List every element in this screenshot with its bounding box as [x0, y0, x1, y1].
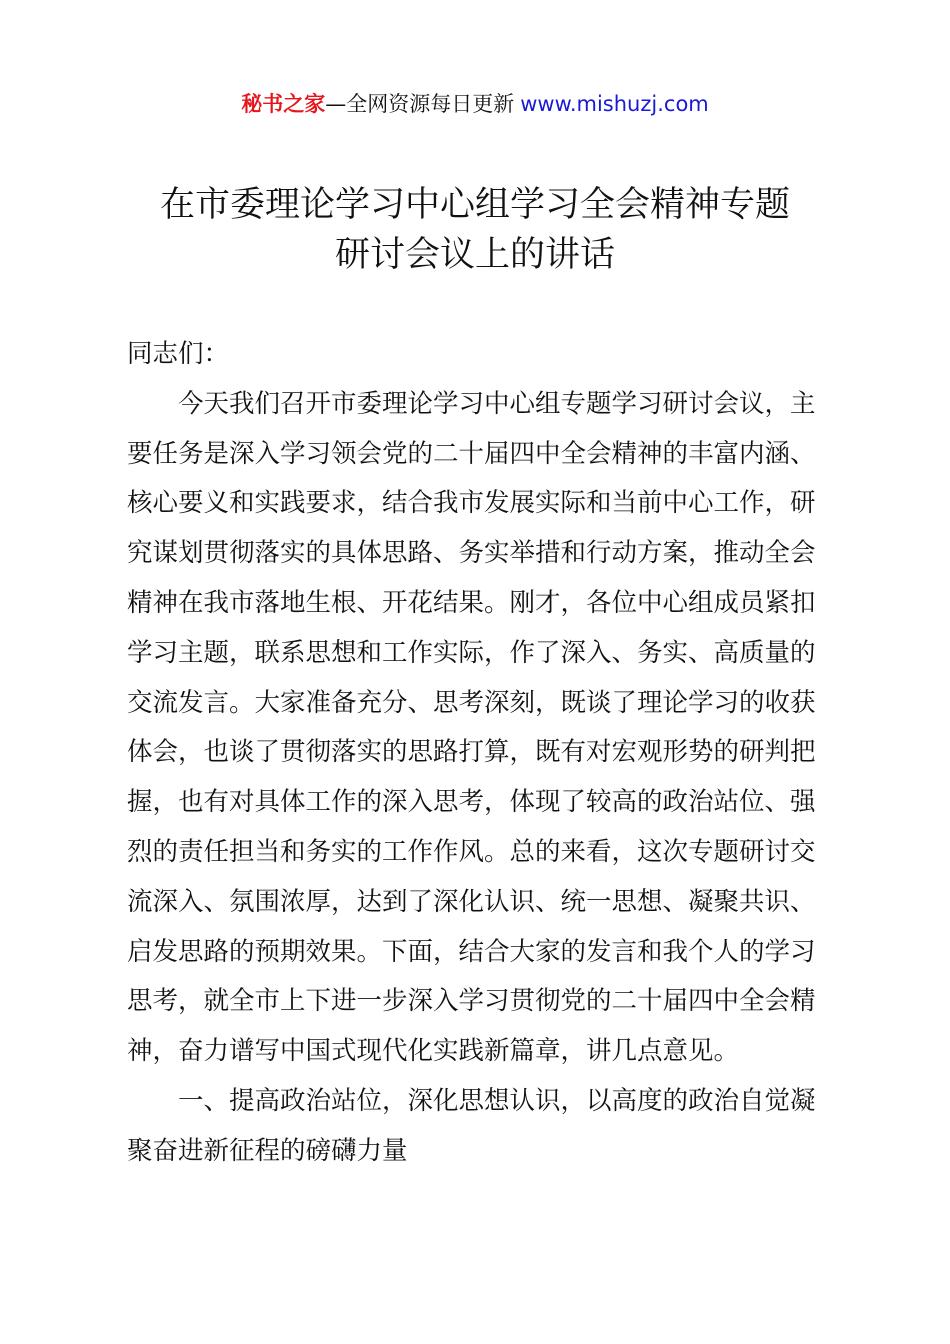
- watermark-header: [0, 88, 950, 120]
- text-line: 学习主题，联系思想和工作实际，作了深入、务实、高质量的: [127, 637, 816, 668]
- text-line: 流深入、氛围浓厚，达到了深化认识、统一思想、凝聚共识、: [127, 886, 816, 917]
- text-line: 精神在我市落地生根、开花结果。刚才，各位中心组成员紧扣: [127, 587, 816, 618]
- site-brand: 秘书之家: [241, 92, 326, 116]
- text-line: 一、提高政治站位，深化思想认识，以高度的政治自觉凝: [178, 1085, 816, 1116]
- text-line: 今天我们召开市委理论学习中心组专题学习研讨会议，主: [178, 388, 816, 419]
- text-line: 神，奋力谱写中国式现代化实践新篇章，讲几点意见。: [127, 1036, 740, 1067]
- section-heading: [127, 1077, 837, 1177]
- text-line: 究谋划贯彻落实的具体思路、务实举措和行动方案，推动全会: [127, 538, 816, 569]
- text-line: 聚奋进新征程的磅礴力量: [127, 1135, 408, 1166]
- text-line: 烈的责任担当和务实的工作作风。总的来看，这次专题研讨交: [127, 836, 816, 867]
- site-slogan: —全网资源每日更新: [325, 92, 515, 116]
- paragraph: [127, 380, 837, 1077]
- text-line: 握，也有对具体工作的深入思考，体现了较高的政治站位、强: [127, 787, 816, 818]
- text-line: 体会，也谈了贯彻落实的思路打算，既有对宏观形势的研判把: [127, 737, 816, 768]
- document-title: [0, 180, 950, 280]
- text-line: 核心要义和实践要求，结合我市发展实际和当前中心工作，研: [127, 488, 816, 519]
- text-line: 思考，就全市上下进一步深入学习贯彻党的二十届四中全会精: [127, 986, 816, 1017]
- site-url-link[interactable]: www.mishuzj.com: [520, 92, 709, 116]
- title-line: 研讨会议上的讲话: [334, 235, 615, 275]
- text-line: 要任务是深入学习领会党的二十届四中全会精神的丰富内涵、: [127, 438, 816, 469]
- document-body: [127, 330, 837, 1177]
- salutation: 同志们：: [127, 339, 230, 369]
- title-line: 在市委理论学习中心组学习全会精神专题: [159, 185, 790, 225]
- text-line: 交流发言。大家准备充分、思考深刻，既谈了理论学习的收获: [127, 687, 816, 718]
- text-line: 启发思路的预期效果。下面，结合大家的发言和我个人的学习: [127, 936, 816, 967]
